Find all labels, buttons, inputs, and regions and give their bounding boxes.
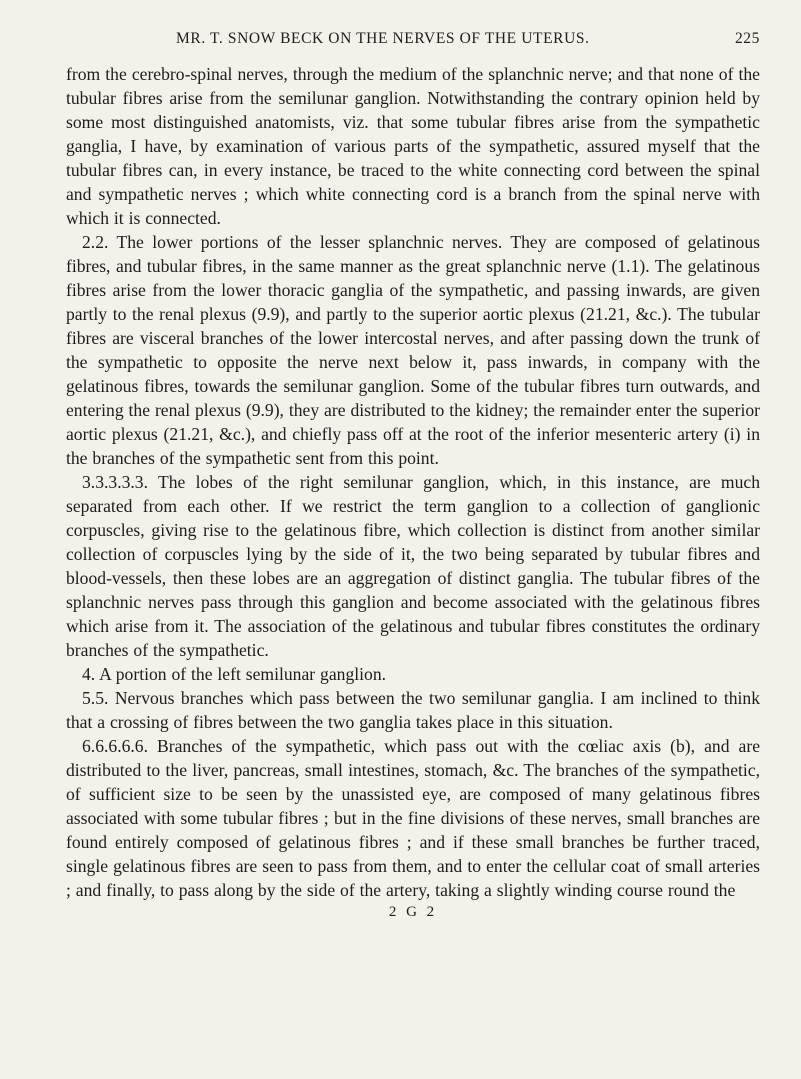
paragraph-3: 3.3.3.3.3. The lobes of the right semilunar ganglion, which, in this instance, are much separated from each other. If we restrict the term ganglion to a collection of ganglionic corpuscles, giving rise to the gelatinous fibre, which collection is distinct from another similar collection of corpuscles lying by the side of it, the two being separated by tubular fibres and blood-vessels, then these lobes are an aggregation of distinct ganglia. The tubular fibres of the splanchnic nerves pass through this ganglion and become associated with the gelatinous fibres which arise from it. The association of the gelatinous and tubular fibres constitutes the ordinary branches of the sympathetic. — [66, 472, 760, 660]
body-text — [66, 62, 760, 902]
paragraph-5: 5.5. Nervous branches which pass between the two semilunar ganglia. I am inclined to think that a crossing of fibres between the two ganglia takes place in this situation. — [66, 688, 760, 732]
page-number: 225 — [734, 30, 760, 47]
paragraph-continuation: from the cerebro-spinal nerves, through the medium of the splanchnic nerve; and that none of the tubular fibres arise from the semilunar ganglion. Notwithstanding the contrary opinion held by some most distinguished anatomists, viz. that some tubular fibres arise from the sympathetic ganglia, I have, by examination of various parts of the sympathetic, assured myself that the tubular fibres can, in every instance, be traced to the white connecting cord between the spinal and sympathetic nerves ; which white connecting cord is a branch from the spinal nerve with which it is connected. — [66, 64, 760, 228]
signature-mark: 2 G 2 — [388, 904, 438, 920]
running-header — [66, 30, 760, 54]
document-page — [66, 30, 760, 922]
running-title: MR. T. SNOW BECK ON THE NERVES OF THE UTERUS. — [176, 30, 590, 47]
paragraph-6: 6.6.6.6.6. Branches of the sympathetic, which pass out with the cœliac axis (b), and are distributed to the liver, pancreas, small intestines, stomach, &c. The branches of the sympathetic, of sufficient size to be seen by the unassisted eye, are composed of many gelatinous fibres associated with some tubular fibres ; but in the fine divisions of these nerves, small branches are found entirely composed of gelatinous fibres ; and if these small branches be further traced, single gelatinous fibres are seen to pass from them, and to enter the cellular coat of small arteries ; and finally, to pass along by the side of the artery, taking a slightly winding course round the — [66, 736, 760, 900]
paragraph-2: 2.2. The lower portions of the lesser splanchnic nerves. They are composed of gelatinous fibres, and tubular fibres, in the same manner as the great splanchnic nerve (1.1). The gelatinous fibres arise from the lower thoracic ganglia of the sympathetic, and passing inwards, are given partly to the renal plexus (9.9), and partly to the superior aortic plexus (21.21, &c.). The tubular fibres are visceral branches of the lower intercostal nerves, and after passing down the trunk of the sympathetic to opposite the nerve next below it, pass inwards, in company with the gelatinous fibres, towards the semilunar ganglion. Some of the tubular fibres turn outwards, and entering the renal plexus (9.9), they are distributed to the kidney; the remainder enter the superior aortic plexus (21.21, &c.), and chiefly pass off at the root of the inferior mesenteric artery (i) in the branches of the sympathetic sent from this point. — [66, 232, 760, 468]
paragraph-4: 4. A portion of the left semilunar ganglion. — [82, 664, 387, 684]
